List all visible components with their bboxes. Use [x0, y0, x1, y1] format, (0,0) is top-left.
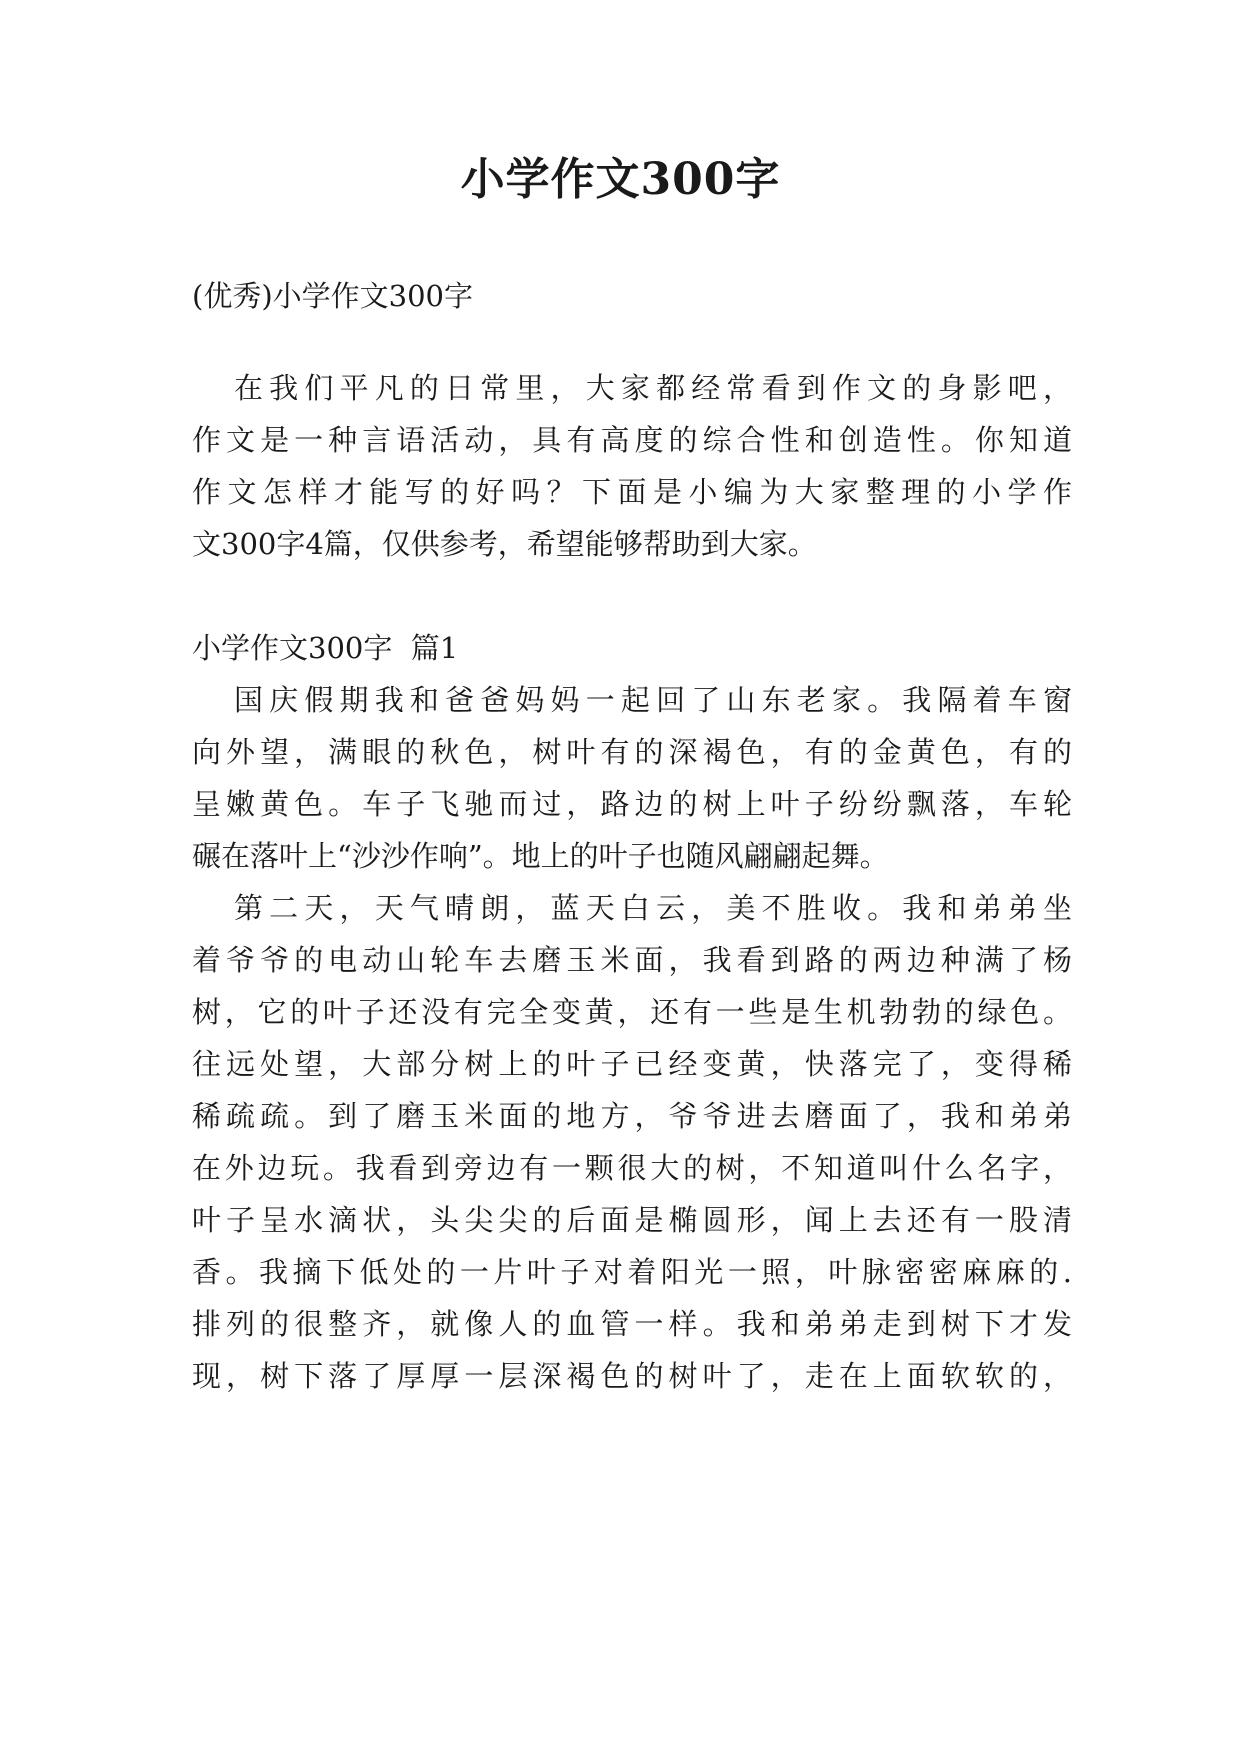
- document-title: 小学作文300字: [460, 154, 781, 205]
- paragraph-line: 树，它的叶子还没有完全变黄，还有一些是生机勃勃的绿色。: [192, 995, 1072, 1029]
- intro-line: 作文怎样才能写的好吗？下面是小编为大家整理的小学作: [192, 475, 1072, 509]
- paragraph-line: 香。我摘下低处的一片叶子对着阳光一照，叶脉密密麻麻的.: [192, 1255, 1072, 1289]
- paragraph-line: 着爷爷的电动山轮车去磨玉米面，我看到路的两边种满了杨: [192, 943, 1072, 977]
- paragraph-line: 第二天，天气晴朗，蓝天白云，美不胜收。我和弟弟坐: [234, 891, 1072, 925]
- intro-line: 文300字4篇，仅供参考，希望能够帮助到大家。: [192, 527, 817, 561]
- section-heading: 小学作文300字 篇1: [192, 631, 459, 665]
- paragraph-line: 碾在落叶上“沙沙作响”。地上的叶子也随风翩翩起舞。: [192, 839, 889, 873]
- paragraph-line: 呈嫩黄色。车子飞驰而过，路边的树上叶子纷纷飘落，车轮: [192, 787, 1072, 821]
- paragraph-line: 稀疏疏。到了磨玉米面的地方，爷爷进去磨面了，我和弟弟: [192, 1099, 1072, 1133]
- paragraph-line: 国庆假期我和爸爸妈妈一起回了山东老家。我隔着车窗: [234, 683, 1072, 717]
- paragraph-line: 往远处望，大部分树上的叶子已经变黄，快落完了，变得稀: [192, 1047, 1072, 1081]
- paragraph-line: 向外望，满眼的秋色，树叶有的深褐色，有的金黄色，有的: [192, 735, 1072, 769]
- paragraph-line: 排列的很整齐，就像人的血管一样。我和弟弟走到树下才发: [192, 1307, 1072, 1341]
- paragraph-line: 现，树下落了厚厚一层深褐色的树叶了，走在上面软软的，: [192, 1359, 1072, 1393]
- intro-line: 作文是一种言语活动，具有高度的综合性和创造性。你知道: [192, 423, 1072, 457]
- document-subtitle: (优秀)小学作文300字: [192, 279, 473, 313]
- paragraph-line: 在外边玩。我看到旁边有一颗很大的树，不知道叫什么名字，: [192, 1151, 1072, 1185]
- intro-line: 在我们平凡的日常里，大家都经常看到作文的身影吧，: [234, 371, 1072, 405]
- paragraph-line: 叶子呈水滴状，头尖尖的后面是椭圆形，闻上去还有一股清: [192, 1203, 1072, 1237]
